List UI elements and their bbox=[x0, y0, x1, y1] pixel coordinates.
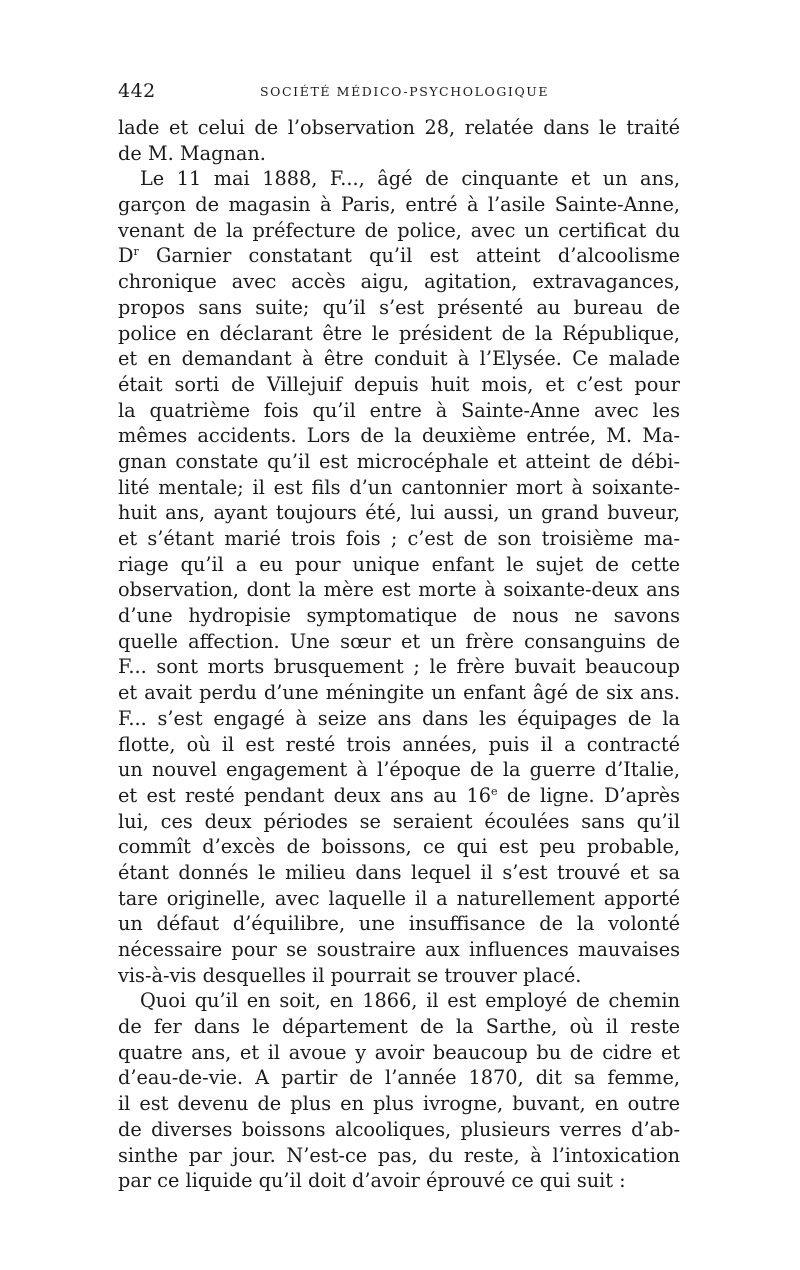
text-line bbox=[118, 1065, 680, 1091]
text-line bbox=[118, 115, 680, 141]
text-line-content: gnan constate qu’il est microcéphale et atteint de débi- bbox=[118, 449, 680, 473]
text-line bbox=[118, 783, 680, 809]
text-line-content: lui, ces deux périodes se seraient écoulées sans qu’il bbox=[118, 809, 680, 833]
text-line bbox=[118, 963, 680, 989]
text-line-continuation: de ligne. D’après bbox=[497, 783, 680, 807]
text-line bbox=[118, 243, 680, 269]
superscript: r bbox=[133, 245, 139, 259]
text-line-content: flotte, où il est resté trois années, puis il a contracté bbox=[118, 732, 680, 756]
text-line bbox=[118, 269, 680, 295]
text-line-content: lité mentale; il est fils d’un cantonnier mort à soixante- bbox=[118, 475, 680, 499]
text-line-content: F... s’est engagé à seize ans dans les équipages de la bbox=[118, 706, 680, 730]
text-line bbox=[118, 988, 680, 1014]
text-line-content: et est resté pendant deux ans au 16 bbox=[118, 783, 492, 807]
text-line-content: par ce liquide qu’il doit d’avoir éprouvé ce qui suit : bbox=[118, 1169, 626, 1193]
text-line-content: F... sont morts brusquement ; le frère buvait beaucoup bbox=[118, 655, 680, 679]
text-line bbox=[118, 166, 680, 192]
text-line-content: un nouvel engagement à l’époque de la guerre d’Italie, bbox=[118, 758, 680, 782]
superscript: e bbox=[491, 784, 498, 798]
text-line bbox=[118, 423, 680, 449]
text-line-content: d’une hydropisie symptomatique de nous ne savons bbox=[118, 604, 680, 628]
text-line-content: de diverses boissons alcooliques, plusieurs verres d’ab- bbox=[118, 1117, 680, 1141]
text-line bbox=[118, 192, 680, 218]
body-text bbox=[118, 115, 680, 1194]
text-line-content: quatre ans, et il avoue y avoir beaucoup bu de cidre et bbox=[118, 1040, 680, 1064]
text-line-content: sinthe par jour. N’est-ce pas, du reste, à l’intoxication bbox=[118, 1143, 680, 1167]
text-line bbox=[118, 809, 680, 835]
text-line-content: de M. Magnan. bbox=[118, 141, 266, 165]
text-line-content: Le 11 mai 1888, F..., âgé de cinquante et un ans, bbox=[140, 167, 680, 191]
text-line bbox=[118, 295, 680, 321]
text-line-content: chronique avec accès aigu, agitation, extravagances, bbox=[118, 270, 680, 294]
text-line-continuation: Garnier constatant qu’il est atteint d’alcoolisme bbox=[138, 244, 680, 268]
text-line bbox=[118, 1143, 680, 1169]
text-line-content: quelle affection. Une sœur et un frère consanguins de bbox=[118, 629, 680, 653]
text-line bbox=[118, 449, 680, 475]
text-line-content: il est devenu de plus en plus ivrogne, buvant, en outre bbox=[118, 1092, 680, 1116]
text-line bbox=[118, 860, 680, 886]
text-line-content: venant de la préfecture de police, avec un certificat du bbox=[118, 218, 680, 242]
text-line-content: riage qu’il a eu pour unique enfant le sujet de cette bbox=[118, 552, 680, 576]
text-line-content: tare originelle, avec laquelle il a naturellement apporté bbox=[118, 886, 680, 910]
text-line-content: D bbox=[118, 244, 134, 268]
text-line bbox=[118, 937, 680, 963]
text-line-content: de fer dans le département de la Sarthe, où il reste bbox=[118, 1015, 680, 1039]
text-line bbox=[118, 911, 680, 937]
text-line-content: observation, dont la mère est morte à soixante-deux ans bbox=[118, 578, 680, 602]
text-line bbox=[118, 654, 680, 680]
text-line bbox=[118, 1014, 680, 1040]
text-line-content: d’eau-de-vie. A partir de l’année 1870, dit sa femme, bbox=[118, 1066, 680, 1090]
text-line-content: garçon de magasin à Paris, entré à l’asile Sainte-Anne, bbox=[118, 193, 680, 217]
text-line bbox=[118, 680, 680, 706]
text-line bbox=[118, 1091, 680, 1117]
text-line-content: était sorti de Villejuif depuis huit mois, et c’est pour bbox=[118, 372, 680, 396]
text-line bbox=[118, 526, 680, 552]
text-line bbox=[118, 834, 680, 860]
text-line bbox=[118, 552, 680, 578]
text-line bbox=[118, 603, 680, 629]
text-line bbox=[118, 218, 680, 244]
text-line-content: étant donnés le milieu dans lequel il s’est trouvé et sa bbox=[118, 860, 680, 884]
text-line bbox=[118, 577, 680, 603]
text-line bbox=[118, 475, 680, 501]
text-line bbox=[118, 1040, 680, 1066]
text-line-content: la quatrième fois qu’il entre à Sainte-Anne avec les bbox=[118, 398, 680, 422]
text-line bbox=[118, 398, 680, 424]
text-line bbox=[118, 629, 680, 655]
text-line-content: Quoi qu’il en soit, en 1866, il est employé de chemin bbox=[140, 989, 680, 1013]
text-line bbox=[118, 321, 680, 347]
text-line-content: un défaut d’équilibre, une insuffisance de la volonté bbox=[118, 912, 680, 936]
text-line bbox=[118, 346, 680, 372]
text-line-content: vis-à-vis desquelles il pourrait se trouver placé. bbox=[118, 963, 582, 987]
text-line-content: et en demandant à être conduit à l’Elysée. Ce malade bbox=[118, 347, 680, 371]
text-line-content: mêmes accidents. Lors de la deuxième entrée, M. Ma- bbox=[118, 424, 680, 448]
text-line bbox=[118, 757, 680, 783]
text-line-content: lade et celui de l’observation 28, relatée dans le traité bbox=[118, 116, 680, 139]
text-line bbox=[118, 1117, 680, 1143]
running-head bbox=[118, 80, 680, 106]
text-line-content: propos sans suite; qu’il s’est présenté au bureau de bbox=[118, 295, 680, 319]
running-title: SOCIÉTÉ MÉDICO-PSYCHOLOGIQUE bbox=[260, 84, 550, 99]
text-line bbox=[118, 500, 680, 526]
text-line bbox=[118, 732, 680, 758]
text-line-content: et s’étant marié trois fois ; c’est de son troisième ma- bbox=[118, 527, 680, 550]
text-line-content: commît d’excès de boissons, ce qui est peu probable, bbox=[118, 835, 680, 859]
text-line-content: et avait perdu d’une méningite un enfant âgé de six ans. bbox=[118, 681, 680, 705]
text-line bbox=[118, 141, 680, 167]
text-line bbox=[118, 372, 680, 398]
text-line bbox=[118, 706, 680, 732]
text-line-content: huit ans, ayant toujours été, lui aussi, un grand buveur, bbox=[118, 501, 680, 525]
text-line-content: nécessaire pour se soustraire aux influences mauvaises bbox=[118, 938, 680, 961]
page-number: 442 bbox=[118, 80, 156, 102]
text-line-content: police en déclarant être le président de la République, bbox=[118, 321, 680, 345]
text-line bbox=[118, 886, 680, 912]
text-line bbox=[118, 1168, 680, 1194]
